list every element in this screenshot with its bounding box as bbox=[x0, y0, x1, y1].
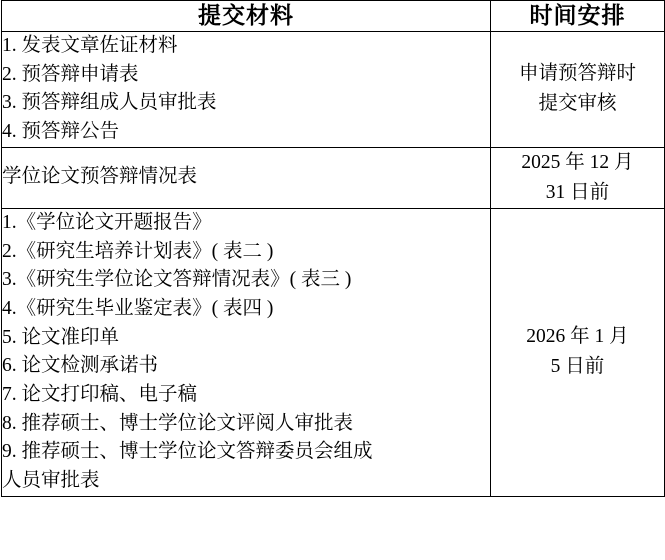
schedule-line: 2025 年 12 月 bbox=[521, 151, 634, 173]
schedule-line: 31 日前 bbox=[545, 181, 610, 203]
schedule-line: 提交审核 bbox=[538, 93, 617, 115]
table-header bbox=[2, 1, 665, 32]
schedule-line: 5 日前 bbox=[550, 356, 605, 378]
table-row bbox=[2, 31, 665, 147]
table-row bbox=[2, 147, 665, 208]
list-item: 4.《研究生毕业鉴定表》( 表四 ) bbox=[2, 297, 274, 319]
list-item: 7. 论文打印稿、电子稿 bbox=[2, 383, 198, 405]
schedule-line: 申请预答辩时 bbox=[518, 62, 636, 84]
list-item: 4. 预答辩公告 bbox=[2, 120, 120, 142]
materials-schedule-table bbox=[1, 0, 665, 497]
schedule-cell bbox=[491, 147, 665, 208]
list-item: 6. 论文检测承诺书 bbox=[2, 355, 159, 377]
materials-cell bbox=[2, 208, 491, 496]
list-item: 9. 推荐硕士、博士学位论文答辩委员会组成 bbox=[2, 441, 373, 463]
schedule-line: 2026 年 1 月 bbox=[526, 326, 629, 348]
schedule-cell bbox=[491, 208, 665, 496]
list-item: 3. 预答辩组成人员审批表 bbox=[2, 92, 217, 114]
list-item: 5. 论文准印单 bbox=[2, 326, 120, 348]
list-item: 学位论文预答辩情况表 bbox=[2, 166, 198, 188]
table-body bbox=[2, 31, 665, 496]
column-header-materials: 提交材料 bbox=[2, 1, 491, 32]
list-item: 1.《学位论文开题报告》 bbox=[2, 211, 212, 233]
list-item: 8. 推荐硕士、博士学位论文评阅人审批表 bbox=[2, 412, 354, 434]
table-row bbox=[2, 208, 665, 496]
list-item: 人员审批表 bbox=[2, 469, 100, 491]
column-header-schedule: 时间安排 bbox=[491, 1, 665, 32]
list-item: 3.《研究生学位论文答辩情况表》( 表三 ) bbox=[2, 269, 352, 291]
list-item: 1. 发表文章佐证材料 bbox=[2, 34, 178, 56]
materials-cell bbox=[2, 31, 491, 147]
list-item: 2.《研究生培养计划表》( 表二 ) bbox=[2, 240, 274, 262]
list-item: 2. 预答辩申请表 bbox=[2, 63, 139, 85]
materials-cell bbox=[2, 147, 491, 208]
schedule-cell bbox=[491, 31, 665, 147]
table-header-row bbox=[2, 1, 665, 32]
